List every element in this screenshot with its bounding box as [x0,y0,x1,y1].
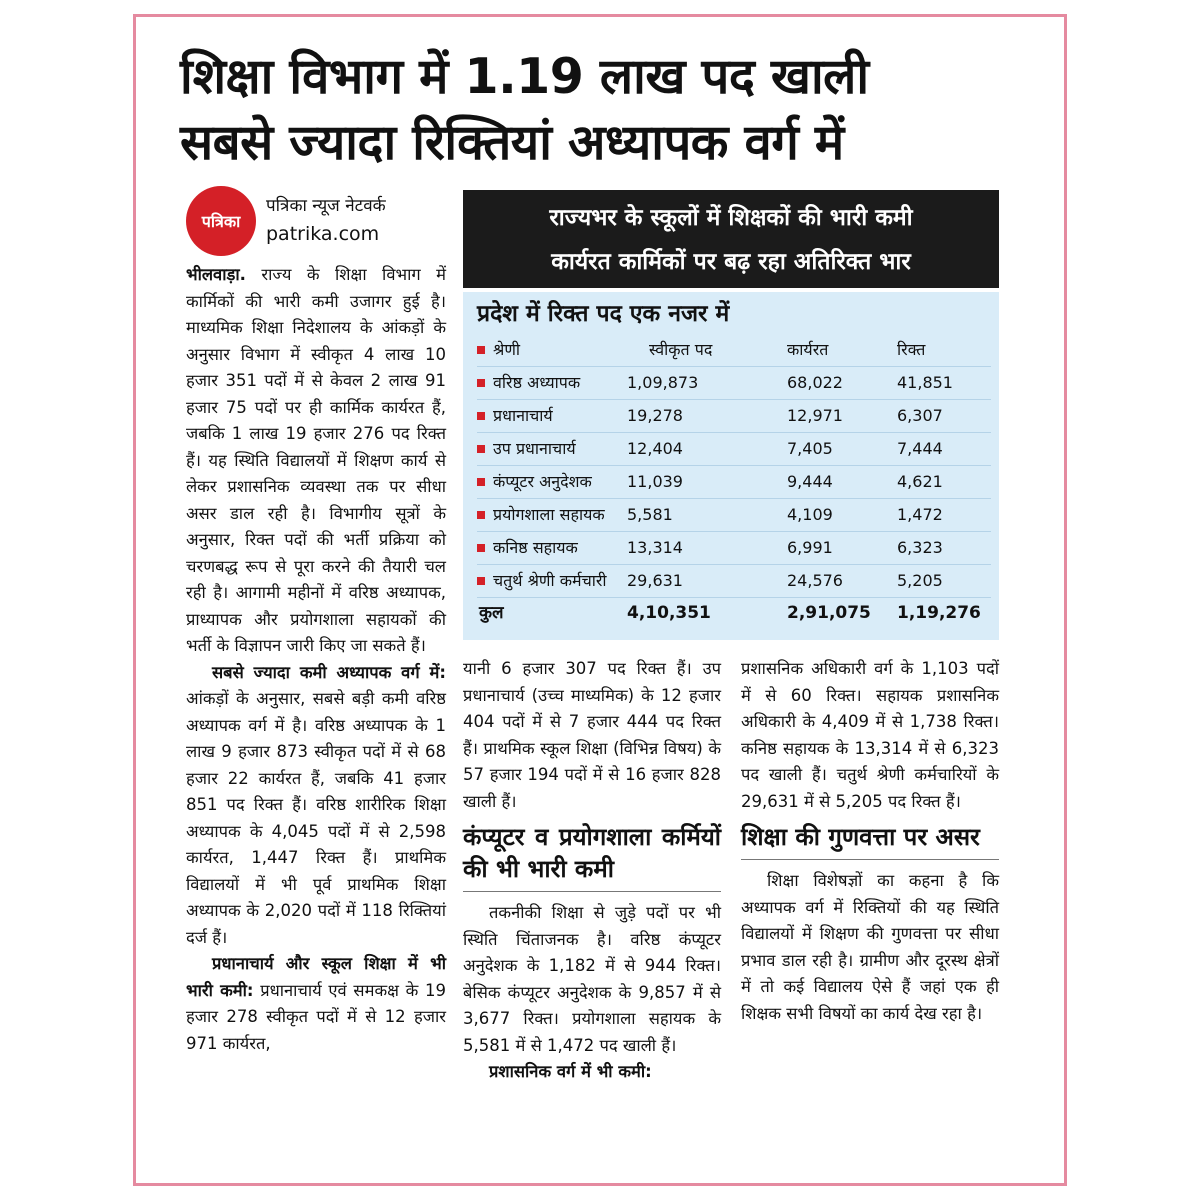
row-working: 4,109 [787,505,833,524]
header-sanctioned: स्वीकृत पद [649,340,713,359]
row-category: उप प्रधानाचार्य [493,439,576,458]
row-sanctioned: 5,581 [627,505,673,524]
table-total-row [477,598,991,631]
header-working: कार्यरत [787,340,829,359]
paragraph [186,951,446,1057]
row-vacant: 41,851 [897,373,953,392]
table-header-row [477,334,991,367]
row-category: प्रधानाचार्य [493,406,553,425]
subheading: शिक्षा की गुणवत्ता पर असर [741,821,999,860]
row-vacant: 4,621 [897,472,943,491]
paragraph-text: यानी 6 हजार 307 पद रिक्त हैं। उप प्रधानाचार्य (उच्च माध्यमिक) के 12 हजार 404 पदों में से 7 हजार 444 पद रिक्त हैं। प्राथमिक स्कूल शिक्षा (विभिन्न विषय) के 57 हजार 194 पदों में से 16 हजार 828 खाली हैं। [463,659,721,811]
article-column-2 [463,656,721,1086]
row-vacant: 6,323 [897,538,943,557]
subheading: कंप्यूटर व प्रयोगशाला कर्मियों की भी भारी कमी [463,821,721,892]
total-sanctioned: 4,10,351 [627,603,711,623]
vacancy-table [463,292,999,640]
byline-network: पत्रिका न्यूज नेटवर्क [266,196,386,216]
dateline: भीलवाड़ा. [186,265,246,284]
bullet-icon [477,478,485,486]
table-row [477,532,991,565]
row-sanctioned: 12,404 [627,439,683,458]
bullet-icon [477,412,485,420]
table-row [477,466,991,499]
row-category: कंप्यूटर अनुदेशक [493,472,592,491]
paragraph-text: प्रधानाचार्य एवं समकक्ष के 19 हजार 278 स्वीकृत पदों में से 12 हजार 971 कार्यरत, [186,980,446,1053]
paragraph-lead: प्रशासनिक वर्ग में भी कमी: [489,1062,652,1081]
row-sanctioned: 13,314 [627,538,683,557]
total-working: 2,91,075 [787,603,871,623]
row-vacant: 5,205 [897,571,943,590]
bullet-icon [477,544,485,552]
headline-line-1: शिक्षा विभाग में 1.19 लाख पद खाली [180,48,869,105]
row-working: 9,444 [787,472,833,491]
row-working: 7,405 [787,439,833,458]
row-category: कनिष्ठ सहायक [493,538,578,557]
row-vacant: 6,307 [897,406,943,425]
table-title: प्रदेश में रिक्त पद एक नजर में [477,301,730,327]
logo-text: पत्रिका [201,212,241,231]
header-category: श्रेणी [493,340,521,359]
banner [463,190,999,288]
table-row [477,499,991,532]
paragraph-lead: सबसे ज्यादा कमी अध्यापक वर्ग में: [212,662,446,682]
table-row [477,565,991,598]
paragraph-text: तकनीकी शिक्षा से जुड़े पदों पर भी स्थिति चिंताजनक है। वरिष्ठ कंप्यूटर अनुदेशक के 1,182 में से 944 रिक्त। बेसिक कंप्यूटर अनुदेशक के 9,857 में से 3,677 रिक्त। प्रयोगशाला सहायक के 5,581 में से 1,472 पद खाली हैं। [463,903,721,1055]
table-row [477,367,991,400]
banner-line-1: राज्यभर के स्कूलों में शिक्षकों की भारी कमी [549,205,913,231]
row-category: प्रयोगशाला सहायक [493,505,605,524]
row-working: 68,022 [787,373,843,392]
byline [266,192,386,248]
row-working: 6,991 [787,538,833,557]
header-vacant: रिक्त [897,340,926,359]
row-sanctioned: 1,09,873 [627,373,699,392]
headline-line-2: सबसे ज्यादा रिक्तियां अध्यापक वर्ग में [180,114,844,171]
headline [180,44,1020,176]
bullet-icon [477,577,485,585]
table-row [477,433,991,466]
row-sanctioned: 11,039 [627,472,683,491]
article-column-1 [186,262,446,1057]
byline-site: patrika.com [266,223,380,245]
row-sanctioned: 19,278 [627,406,683,425]
bullet-icon [477,379,485,387]
bullet-icon [477,346,485,354]
paragraph-text: शिक्षा विशेषज्ञों का कहना है कि अध्यापक वर्ग में रिक्तियों की यह स्थिति विद्यालयों में शिक्षण की गुणवत्ता पर सीधा प्रभाव डाल रही है। ग्रामीण और दूरस्थ क्षेत्रों में तो कई विद्यालय ऐसे हैं जहां एक ही शिक्षक सभी विषयों का कार्य देख रहा है। [741,871,999,1023]
patrika-logo [186,186,256,256]
paragraph [186,660,446,952]
article-column-3 [741,656,999,1027]
bullet-icon [477,511,485,519]
paragraph [186,262,446,660]
paragraph-text: आंकड़ों के अनुसार, सबसे बड़ी कमी वरिष्ठ अध्यापक वर्ग में है। वरिष्ठ अध्यापक के 1 लाख 9 हजार 873 स्वीकृत पदों में से 68 हजार 22 कार्यरत हैं, जबकि 41 हजार 851 पद रिक्त हैं। वरिष्ठ शारीरिक शिक्षा अध्यापक के 4,045 पदों में से 2,598 कार्यरत, 1,447 रिक्त हैं। प्राथमिक विद्यालयों में भी पूर्व प्राथमिक शिक्षा अध्यापक के 2,020 पदों में 118 रिक्तियां दर्ज हैं। [186,689,446,947]
row-sanctioned: 29,631 [627,571,683,590]
paragraph [463,1059,721,1086]
row-working: 12,971 [787,406,843,425]
row-vacant: 1,472 [897,505,943,524]
bullet-icon [477,445,485,453]
paragraph-text: राज्य के शिक्षा विभाग में कार्मिकों की भारी कमी उजागर हुई है। माध्यमिक शिक्षा निदेशालय के आंकड़ों के अनुसार विभाग में स्वीकृत 4 लाख 10 हजार 351 पदों में से केवल 2 लाख 91 हजार 75 पदों पर ही कार्मिक कार्यरत हैं, जबकि 1 लाख 19 हजार 276 पद रिक्त हैं। यह स्थिति विद्यालयों में शिक्षण कार्य से लेकर प्रशासनिक व्यवस्था तक पर सीधा असर डाल रही है। विभागीय सूत्रों के अनुसार, रिक्त पदों की भर्ती प्रक्रिया को चरणबद्ध रूप से पूरा करने की तैयारी चल रही है। आगामी महीनों में वरिष्ठ अध्यापक, प्राध्यापक और प्रयोगशाला सहायकों की भर्ती के विज्ञापन जारी किए जा सकते हैं। [186,265,446,655]
paragraph-lead: प्रधानाचार्य और स्कूल शिक्षा में भी भारी कमी: [186,954,446,1000]
paragraph-text: प्रशासनिक अधिकारी वर्ग के 1,103 पदों में से 60 रिक्त। सहायक प्रशासनिक अधिकारी के 4,409 में से 1,738 रिक्त। कनिष्ठ सहायक के 13,314 में से 6,323 पद खाली हैं। चतुर्थ श्रेणी कर्मचारियों के 29,631 में से 5,205 पद रिक्त हैं। [741,659,999,811]
total-vacant: 1,19,276 [897,603,981,623]
table-row [477,400,991,433]
row-category: चतुर्थ श्रेणी कर्मचारी [493,571,607,590]
banner-line-2: कार्यरत कार्मिकों पर बढ़ रहा अतिरिक्त भार [551,249,911,275]
row-working: 24,576 [787,571,843,590]
row-vacant: 7,444 [897,439,943,458]
total-label: कुल [479,603,504,623]
row-category: वरिष्ठ अध्यापक [493,373,581,392]
